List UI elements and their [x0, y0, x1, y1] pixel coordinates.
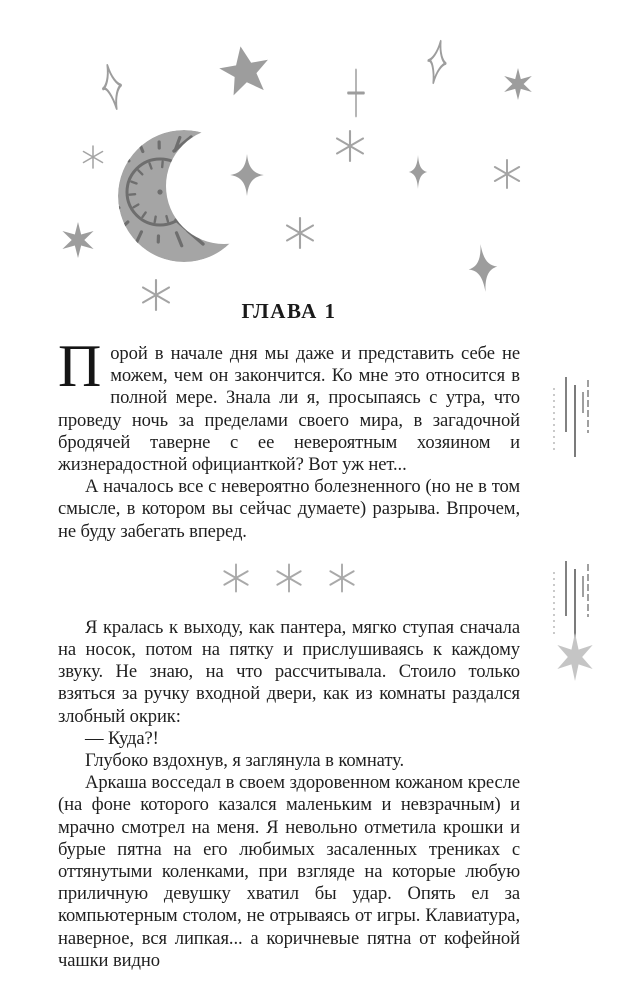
ink-streaks — [554, 377, 593, 681]
opening-paragraph — [58, 333, 520, 476]
drop-cap: П — [58, 333, 102, 399]
divider-asterisk-icon — [221, 563, 251, 593]
body-text — [58, 333, 520, 972]
asterisk-icon — [495, 160, 519, 188]
star6-icon — [504, 68, 532, 100]
opening-paragraph-text: орой в начале дня мы даже и представить себе не можем, чем он закончится. Ко мне это относится в полной мере. Знала ли я, просыпаясь с утра, что проведу ночь за пределами своего мира, в загадочной бродячей таверне с ее невероятным хозяином и жизнерадостной официанткой? Вот уж нет... — [58, 343, 520, 476]
sparkle4-icon — [409, 155, 428, 189]
diamond-outline-icon — [425, 40, 450, 84]
chapter-title: ГЛАВА 1 — [241, 299, 337, 323]
sparkle4-icon — [230, 154, 264, 196]
asterisk-icon — [337, 131, 363, 161]
diamond-outline-icon — [98, 64, 125, 111]
ink-streak-cluster — [554, 561, 588, 641]
crescent-moon-icon — [106, 128, 282, 262]
divider-asterisk-icon — [274, 563, 304, 593]
paragraph: Глубоко вздохнув, я заглянула в комнату. — [85, 750, 405, 772]
asterisk-icon — [287, 218, 313, 248]
paragraph: А началось все с невероятно болезненного (но не в том смысле, в котором вы сейчас думаете) разрыва. Впрочем, не буду забегать вперед. — [58, 476, 520, 542]
paragraph: Аркаша восседал в своем здоровенном кожаном кресле (на фоне которого казался маленьким и невзрачным) и мрачно смотрел на меня. Я невольно отметила крошки и бурые пятна на его любимых засаленных трениках с оттянутыми коленками, при взгляде на которые любую приличную девушку хватил бы удар. Опять ел за компьютерным столом, не отрываясь от игры. Клавиатура, наверное, вся липкая... а коричневые пятна от кофейной чашки видно — [58, 772, 520, 971]
section-divider — [58, 563, 520, 593]
star6-icon — [62, 222, 93, 258]
asterisk-icon — [83, 146, 102, 168]
star-field — [62, 40, 531, 310]
star5-icon — [216, 42, 273, 97]
divider-asterisk-icon — [327, 563, 357, 593]
paragraph: Я кралась к выходу, как пантера, мягко ступая сначала на носок, потом на пятку и прислушиваясь к каждому звуку. Не знаю, на что рассчитывала. Стоило только взяться за ручку входной двери, как из комнаты раздался злобный окрик: — [58, 616, 520, 727]
cross-thin-icon — [348, 70, 364, 116]
paragraph: — Куда?! — [85, 727, 159, 749]
falling-star-icon — [557, 633, 592, 681]
sparkle4-icon — [466, 243, 500, 294]
ink-streak-cluster — [554, 377, 588, 457]
